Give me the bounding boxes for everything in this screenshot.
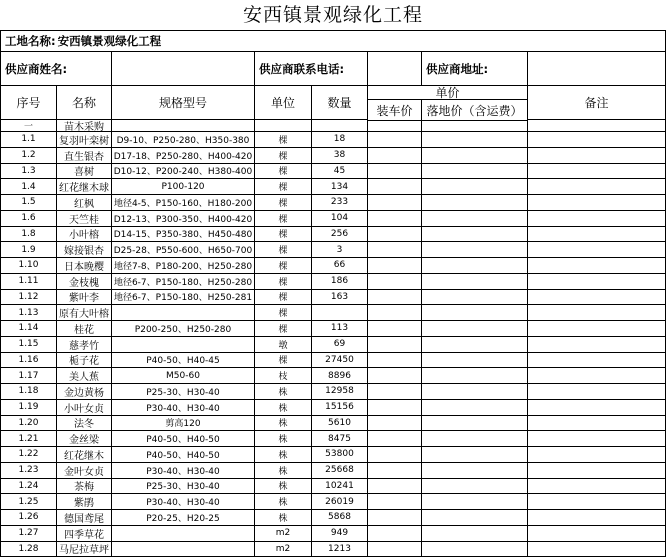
row-truck-price[interactable] bbox=[368, 479, 422, 495]
header-no: 序号 bbox=[0, 86, 57, 120]
row-qty[interactable]: 10241 bbox=[312, 479, 368, 495]
row-remarks[interactable] bbox=[528, 258, 666, 274]
row-name[interactable]: 紫鹃 bbox=[57, 494, 112, 510]
row-truck-price[interactable] bbox=[368, 353, 422, 369]
header-unit: 单位 bbox=[255, 86, 312, 120]
table-row bbox=[0, 384, 666, 400]
row-name[interactable]: 金叶女贞 bbox=[57, 463, 112, 479]
row-no[interactable]: 1.12 bbox=[0, 290, 57, 306]
row-no[interactable]: 1.28 bbox=[0, 542, 57, 557]
supplier-address-value[interactable] bbox=[528, 52, 666, 86]
section-name: 苗木采购 bbox=[57, 120, 112, 132]
row-remarks[interactable] bbox=[528, 400, 666, 416]
row-unit[interactable]: 棵 bbox=[255, 258, 312, 274]
table-row bbox=[0, 321, 666, 337]
row-qty[interactable] bbox=[312, 305, 368, 321]
row-unit[interactable]: 株 bbox=[255, 463, 312, 479]
row-delivered-price[interactable] bbox=[422, 416, 528, 432]
row-unit[interactable]: 棵 bbox=[255, 164, 312, 180]
row-qty[interactable]: 38 bbox=[312, 148, 368, 164]
row-qty[interactable]: 5868 bbox=[312, 510, 368, 526]
section-delivered-price[interactable] bbox=[422, 120, 528, 132]
row-truck-price[interactable] bbox=[368, 494, 422, 510]
table-row bbox=[0, 148, 666, 164]
supplier-name-value[interactable] bbox=[112, 52, 255, 86]
supplier-phone-value[interactable] bbox=[368, 52, 422, 86]
row-no[interactable]: 1.3 bbox=[0, 164, 57, 180]
table-row bbox=[0, 431, 666, 447]
row-delivered-price[interactable] bbox=[422, 353, 528, 369]
row-qty[interactable]: 233 bbox=[312, 195, 368, 211]
row-name[interactable]: 四季草花 bbox=[57, 526, 112, 542]
row-truck-price[interactable] bbox=[368, 242, 422, 258]
row-qty[interactable]: 66 bbox=[312, 258, 368, 274]
header-delivered-price: 落地价（含运费） bbox=[422, 100, 528, 120]
row-unit[interactable]: 棵 bbox=[255, 195, 312, 211]
row-spec[interactable]: D14-15、P350-380、H450-480 bbox=[112, 227, 255, 243]
row-delivered-price[interactable] bbox=[422, 179, 528, 195]
row-remarks[interactable] bbox=[528, 479, 666, 495]
row-name[interactable]: 马尼拉草坪 bbox=[57, 542, 112, 557]
row-spec[interactable]: P40-50、H40-45 bbox=[112, 353, 255, 369]
section-unit[interactable] bbox=[255, 120, 312, 132]
supplier-name-label: 供应商姓名: bbox=[0, 52, 112, 86]
supplier-address-label: 供应商地址: bbox=[422, 52, 528, 86]
row-name[interactable]: 慈孝竹 bbox=[57, 337, 112, 353]
section-remarks[interactable] bbox=[528, 120, 666, 132]
row-truck-price[interactable] bbox=[368, 227, 422, 243]
row-remarks[interactable] bbox=[528, 321, 666, 337]
row-remarks[interactable] bbox=[528, 242, 666, 258]
row-qty[interactable]: 186 bbox=[312, 274, 368, 290]
row-unit[interactable]: 棵 bbox=[255, 148, 312, 164]
row-no[interactable]: 1.17 bbox=[0, 368, 57, 384]
table-row bbox=[0, 195, 666, 211]
table-row bbox=[0, 447, 666, 463]
row-truck-price[interactable] bbox=[368, 368, 422, 384]
supplier-row bbox=[0, 52, 666, 86]
row-unit[interactable]: 棵 bbox=[255, 227, 312, 243]
row-delivered-price[interactable] bbox=[422, 526, 528, 542]
row-no[interactable]: 1.13 bbox=[0, 305, 57, 321]
header-name: 名称 bbox=[57, 86, 112, 120]
table-row bbox=[0, 353, 666, 369]
row-name[interactable]: 红枫 bbox=[57, 195, 112, 211]
row-no[interactable]: 1.10 bbox=[0, 258, 57, 274]
row-unit[interactable]: 棵 bbox=[255, 242, 312, 258]
table-row bbox=[0, 242, 666, 258]
section-spec[interactable] bbox=[112, 120, 255, 132]
row-delivered-price[interactable] bbox=[422, 258, 528, 274]
row-no[interactable]: 1.1 bbox=[0, 132, 57, 148]
header-qty: 数量 bbox=[312, 86, 368, 120]
row-name[interactable]: 小叶女贞 bbox=[57, 400, 112, 416]
section-row bbox=[0, 120, 666, 132]
row-unit[interactable]: 棵 bbox=[255, 353, 312, 369]
row-remarks[interactable] bbox=[528, 179, 666, 195]
row-qty[interactable]: 27450 bbox=[312, 353, 368, 369]
row-name[interactable]: 美人蕉 bbox=[57, 368, 112, 384]
row-spec[interactable]: P25-30、H30-40 bbox=[112, 479, 255, 495]
row-delivered-price[interactable] bbox=[422, 211, 528, 227]
row-qty[interactable]: 8475 bbox=[312, 431, 368, 447]
table-row bbox=[0, 526, 666, 542]
row-qty[interactable]: 949 bbox=[312, 526, 368, 542]
row-name[interactable]: 红花继木球 bbox=[57, 179, 112, 195]
row-truck-price[interactable] bbox=[368, 274, 422, 290]
row-unit[interactable]: 株 bbox=[255, 384, 312, 400]
table-row bbox=[0, 290, 666, 306]
row-truck-price[interactable] bbox=[368, 321, 422, 337]
row-unit[interactable]: 棵 bbox=[255, 211, 312, 227]
row-delivered-price[interactable] bbox=[422, 431, 528, 447]
row-spec[interactable] bbox=[112, 337, 255, 353]
row-delivered-price[interactable] bbox=[422, 384, 528, 400]
row-spec[interactable]: 地径7-8、P180-200、H250-280 bbox=[112, 258, 255, 274]
row-delivered-price[interactable] bbox=[422, 132, 528, 148]
row-unit[interactable]: 株 bbox=[255, 431, 312, 447]
site-cell[interactable] bbox=[0, 30, 666, 52]
row-delivered-price[interactable] bbox=[422, 321, 528, 337]
row-spec[interactable]: D10-12、P200-240、H380-400 bbox=[112, 164, 255, 180]
row-delivered-price[interactable] bbox=[422, 337, 528, 353]
row-delivered-price[interactable] bbox=[422, 510, 528, 526]
row-qty[interactable]: 25668 bbox=[312, 463, 368, 479]
row-remarks[interactable] bbox=[528, 164, 666, 180]
row-spec[interactable]: D12-13、P300-350、H400-420 bbox=[112, 211, 255, 227]
site-row bbox=[0, 30, 666, 52]
table-row bbox=[0, 179, 666, 195]
table-row bbox=[0, 510, 666, 526]
row-unit[interactable]: 棵 bbox=[255, 321, 312, 337]
row-qty[interactable]: 113 bbox=[312, 321, 368, 337]
row-no[interactable]: 1.23 bbox=[0, 463, 57, 479]
row-spec[interactable]: 地径4-5、P150-160、H180-200 bbox=[112, 195, 255, 211]
row-qty[interactable]: 8896 bbox=[312, 368, 368, 384]
row-truck-price[interactable] bbox=[368, 211, 422, 227]
row-unit[interactable]: 株 bbox=[255, 416, 312, 432]
row-qty[interactable]: 18 bbox=[312, 132, 368, 148]
supplier-phone-label: 供应商联系电话: bbox=[255, 52, 368, 86]
header-truck-price: 装车价 bbox=[368, 100, 422, 120]
row-no[interactable]: 1.8 bbox=[0, 227, 57, 243]
row-qty[interactable]: 12958 bbox=[312, 384, 368, 400]
row-delivered-price[interactable] bbox=[422, 494, 528, 510]
row-no[interactable]: 1.6 bbox=[0, 211, 57, 227]
row-no[interactable]: 1.9 bbox=[0, 242, 57, 258]
table-row bbox=[0, 494, 666, 510]
header-remarks: 备注 bbox=[528, 86, 666, 120]
row-remarks[interactable] bbox=[528, 305, 666, 321]
table-row bbox=[0, 479, 666, 495]
row-name[interactable]: 茶梅 bbox=[57, 479, 112, 495]
table-row bbox=[0, 274, 666, 290]
table-row bbox=[0, 416, 666, 432]
row-unit[interactable]: 枝 bbox=[255, 368, 312, 384]
row-remarks[interactable] bbox=[528, 211, 666, 227]
row-name[interactable]: 金枝槐 bbox=[57, 274, 112, 290]
row-remarks[interactable] bbox=[528, 353, 666, 369]
row-no[interactable]: 1.25 bbox=[0, 494, 57, 510]
row-delivered-price[interactable] bbox=[422, 227, 528, 243]
row-no[interactable]: 1.26 bbox=[0, 510, 57, 526]
row-remarks[interactable] bbox=[528, 148, 666, 164]
section-qty[interactable] bbox=[312, 120, 368, 132]
row-delivered-price[interactable] bbox=[422, 400, 528, 416]
row-unit[interactable]: 棵 bbox=[255, 290, 312, 306]
row-truck-price[interactable] bbox=[368, 416, 422, 432]
site-name: 安西镇景观绿化工程 bbox=[58, 33, 162, 49]
row-delivered-price[interactable] bbox=[422, 479, 528, 495]
table-row bbox=[0, 305, 666, 321]
row-name[interactable]: 紫叶李 bbox=[57, 290, 112, 306]
row-name[interactable]: 小叶榕 bbox=[57, 227, 112, 243]
row-truck-price[interactable] bbox=[368, 132, 422, 148]
table-row bbox=[0, 337, 666, 353]
row-name[interactable]: 法冬 bbox=[57, 416, 112, 432]
row-name[interactable]: 栀子花 bbox=[57, 353, 112, 369]
row-delivered-price[interactable] bbox=[422, 195, 528, 211]
row-unit[interactable]: m2 bbox=[255, 542, 312, 557]
table-row bbox=[0, 227, 666, 243]
row-remarks[interactable] bbox=[528, 274, 666, 290]
row-no[interactable]: 1.24 bbox=[0, 479, 57, 495]
row-unit[interactable]: 株 bbox=[255, 447, 312, 463]
row-qty[interactable]: 5610 bbox=[312, 416, 368, 432]
row-no[interactable]: 1.15 bbox=[0, 337, 57, 353]
row-qty[interactable]: 53800 bbox=[312, 447, 368, 463]
row-spec[interactable] bbox=[112, 526, 255, 542]
row-no[interactable]: 1.2 bbox=[0, 148, 57, 164]
row-qty[interactable]: 3 bbox=[312, 242, 368, 258]
row-no[interactable]: 1.22 bbox=[0, 447, 57, 463]
row-spec[interactable]: P40-50、H40-50 bbox=[112, 447, 255, 463]
row-spec[interactable]: P100-120 bbox=[112, 179, 255, 195]
row-qty[interactable]: 256 bbox=[312, 227, 368, 243]
row-delivered-price[interactable] bbox=[422, 447, 528, 463]
row-delivered-price[interactable] bbox=[422, 290, 528, 306]
row-unit[interactable]: 株 bbox=[255, 479, 312, 495]
row-name[interactable]: 桂花 bbox=[57, 321, 112, 337]
table-row bbox=[0, 400, 666, 416]
table-row bbox=[0, 132, 666, 148]
row-name[interactable]: 天竺桂 bbox=[57, 211, 112, 227]
row-truck-price[interactable] bbox=[368, 526, 422, 542]
row-no[interactable]: 1.21 bbox=[0, 431, 57, 447]
sheet-title: 安西镇景观绿化工程 bbox=[0, 0, 666, 30]
row-remarks[interactable] bbox=[528, 510, 666, 526]
row-delivered-price[interactable] bbox=[422, 242, 528, 258]
table-row bbox=[0, 164, 666, 180]
table-row bbox=[0, 258, 666, 274]
header-row bbox=[0, 86, 666, 120]
row-truck-price[interactable] bbox=[368, 510, 422, 526]
row-no[interactable]: 1.5 bbox=[0, 195, 57, 211]
row-delivered-price[interactable] bbox=[422, 305, 528, 321]
row-truck-price[interactable] bbox=[368, 195, 422, 211]
row-truck-price[interactable] bbox=[368, 431, 422, 447]
row-truck-price[interactable] bbox=[368, 164, 422, 180]
table-row bbox=[0, 368, 666, 384]
row-truck-price[interactable] bbox=[368, 447, 422, 463]
row-name[interactable]: 喜树 bbox=[57, 164, 112, 180]
row-no[interactable]: 1.27 bbox=[0, 526, 57, 542]
header-unit-price: 单价 bbox=[368, 86, 528, 100]
row-qty[interactable]: 69 bbox=[312, 337, 368, 353]
row-unit[interactable]: m2 bbox=[255, 526, 312, 542]
row-spec[interactable]: M50-60 bbox=[112, 368, 255, 384]
row-delivered-price[interactable] bbox=[422, 463, 528, 479]
row-spec[interactable]: D9-10、P250-280、H350-380 bbox=[112, 132, 255, 148]
row-no[interactable]: 1.19 bbox=[0, 400, 57, 416]
table-row bbox=[0, 211, 666, 227]
row-unit[interactable]: 棵 bbox=[255, 179, 312, 195]
row-qty[interactable]: 104 bbox=[312, 211, 368, 227]
row-truck-price[interactable] bbox=[368, 148, 422, 164]
row-remarks[interactable] bbox=[528, 368, 666, 384]
row-truck-price[interactable] bbox=[368, 337, 422, 353]
row-remarks[interactable] bbox=[528, 337, 666, 353]
row-no[interactable]: 1.20 bbox=[0, 416, 57, 432]
row-qty[interactable]: 15156 bbox=[312, 400, 368, 416]
row-spec[interactable]: P30-40、H30-40 bbox=[112, 494, 255, 510]
row-no[interactable]: 1.14 bbox=[0, 321, 57, 337]
row-unit[interactable]: 株 bbox=[255, 400, 312, 416]
row-name[interactable]: 嫁接银杏 bbox=[57, 242, 112, 258]
row-unit[interactable]: 株 bbox=[255, 510, 312, 526]
row-name[interactable]: 金边黄杨 bbox=[57, 384, 112, 400]
table-row bbox=[0, 463, 666, 479]
row-remarks[interactable] bbox=[528, 431, 666, 447]
row-spec[interactable]: 地径6-7、P150-180、H250-280 bbox=[112, 274, 255, 290]
row-truck-price[interactable] bbox=[368, 400, 422, 416]
row-spec[interactable]: P30-40、H30-40 bbox=[112, 463, 255, 479]
row-unit[interactable]: 棵 bbox=[255, 274, 312, 290]
row-qty[interactable]: 163 bbox=[312, 290, 368, 306]
row-unit[interactable]: 墩 bbox=[255, 337, 312, 353]
row-name[interactable]: 日本晚樱 bbox=[57, 258, 112, 274]
row-name[interactable]: 直生银杏 bbox=[57, 148, 112, 164]
row-truck-price[interactable] bbox=[368, 179, 422, 195]
row-no[interactable]: 1.4 bbox=[0, 179, 57, 195]
row-name[interactable]: 红花继木 bbox=[57, 447, 112, 463]
row-no[interactable]: 1.16 bbox=[0, 353, 57, 369]
row-remarks[interactable] bbox=[528, 195, 666, 211]
row-delivered-price[interactable] bbox=[422, 148, 528, 164]
row-remarks[interactable] bbox=[528, 494, 666, 510]
row-remarks[interactable] bbox=[528, 526, 666, 542]
row-spec[interactable]: 地径6-7、P150-180、H250-281 bbox=[112, 290, 255, 306]
row-spec[interactable]: D25-28、P550-600、H650-700 bbox=[112, 242, 255, 258]
row-qty[interactable]: 134 bbox=[312, 179, 368, 195]
row-remarks[interactable] bbox=[528, 290, 666, 306]
header-spec: 规格型号 bbox=[112, 86, 255, 120]
row-spec[interactable]: P20-25、H20-25 bbox=[112, 510, 255, 526]
row-remarks[interactable] bbox=[528, 132, 666, 148]
row-spec[interactable]: P30-40、H30-40 bbox=[112, 400, 255, 416]
row-delivered-price[interactable] bbox=[422, 164, 528, 180]
row-remarks[interactable] bbox=[528, 447, 666, 463]
row-spec[interactable]: 剪高120 bbox=[112, 416, 255, 432]
row-qty[interactable]: 45 bbox=[312, 164, 368, 180]
row-unit[interactable]: 株 bbox=[255, 494, 312, 510]
site-label: 工地名称: bbox=[5, 33, 56, 49]
row-truck-price[interactable] bbox=[368, 305, 422, 321]
row-truck-price[interactable] bbox=[368, 463, 422, 479]
row-unit[interactable]: 棵 bbox=[255, 305, 312, 321]
row-remarks[interactable] bbox=[528, 384, 666, 400]
row-no[interactable]: 1.11 bbox=[0, 274, 57, 290]
row-no[interactable]: 1.18 bbox=[0, 384, 57, 400]
row-qty[interactable]: 26019 bbox=[312, 494, 368, 510]
row-delivered-price[interactable] bbox=[422, 368, 528, 384]
row-delivered-price[interactable] bbox=[422, 274, 528, 290]
row-name[interactable]: 金丝梁 bbox=[57, 431, 112, 447]
row-name[interactable]: 复羽叶栾树 bbox=[57, 132, 112, 148]
row-remarks[interactable] bbox=[528, 227, 666, 243]
row-remarks[interactable] bbox=[528, 463, 666, 479]
row-name[interactable]: 德国鸢尾 bbox=[57, 510, 112, 526]
row-spec[interactable]: P40-50、H40-50 bbox=[112, 431, 255, 447]
row-spec[interactable]: D17-18、P250-280、H400-420 bbox=[112, 148, 255, 164]
row-name[interactable]: 原有大叶榕 bbox=[57, 305, 112, 321]
row-spec[interactable] bbox=[112, 305, 255, 321]
section-no: 一 bbox=[0, 120, 57, 132]
row-truck-price[interactable] bbox=[368, 258, 422, 274]
row-spec[interactable]: P25-30、H30-40 bbox=[112, 384, 255, 400]
section-truck-price[interactable] bbox=[368, 120, 422, 132]
row-truck-price[interactable] bbox=[368, 384, 422, 400]
row-qty[interactable]: 1213 bbox=[312, 542, 368, 557]
row-spec[interactable]: P200-250、H250-280 bbox=[112, 321, 255, 337]
row-truck-price[interactable] bbox=[368, 290, 422, 306]
row-remarks[interactable] bbox=[528, 416, 666, 432]
row-unit[interactable]: 棵 bbox=[255, 132, 312, 148]
